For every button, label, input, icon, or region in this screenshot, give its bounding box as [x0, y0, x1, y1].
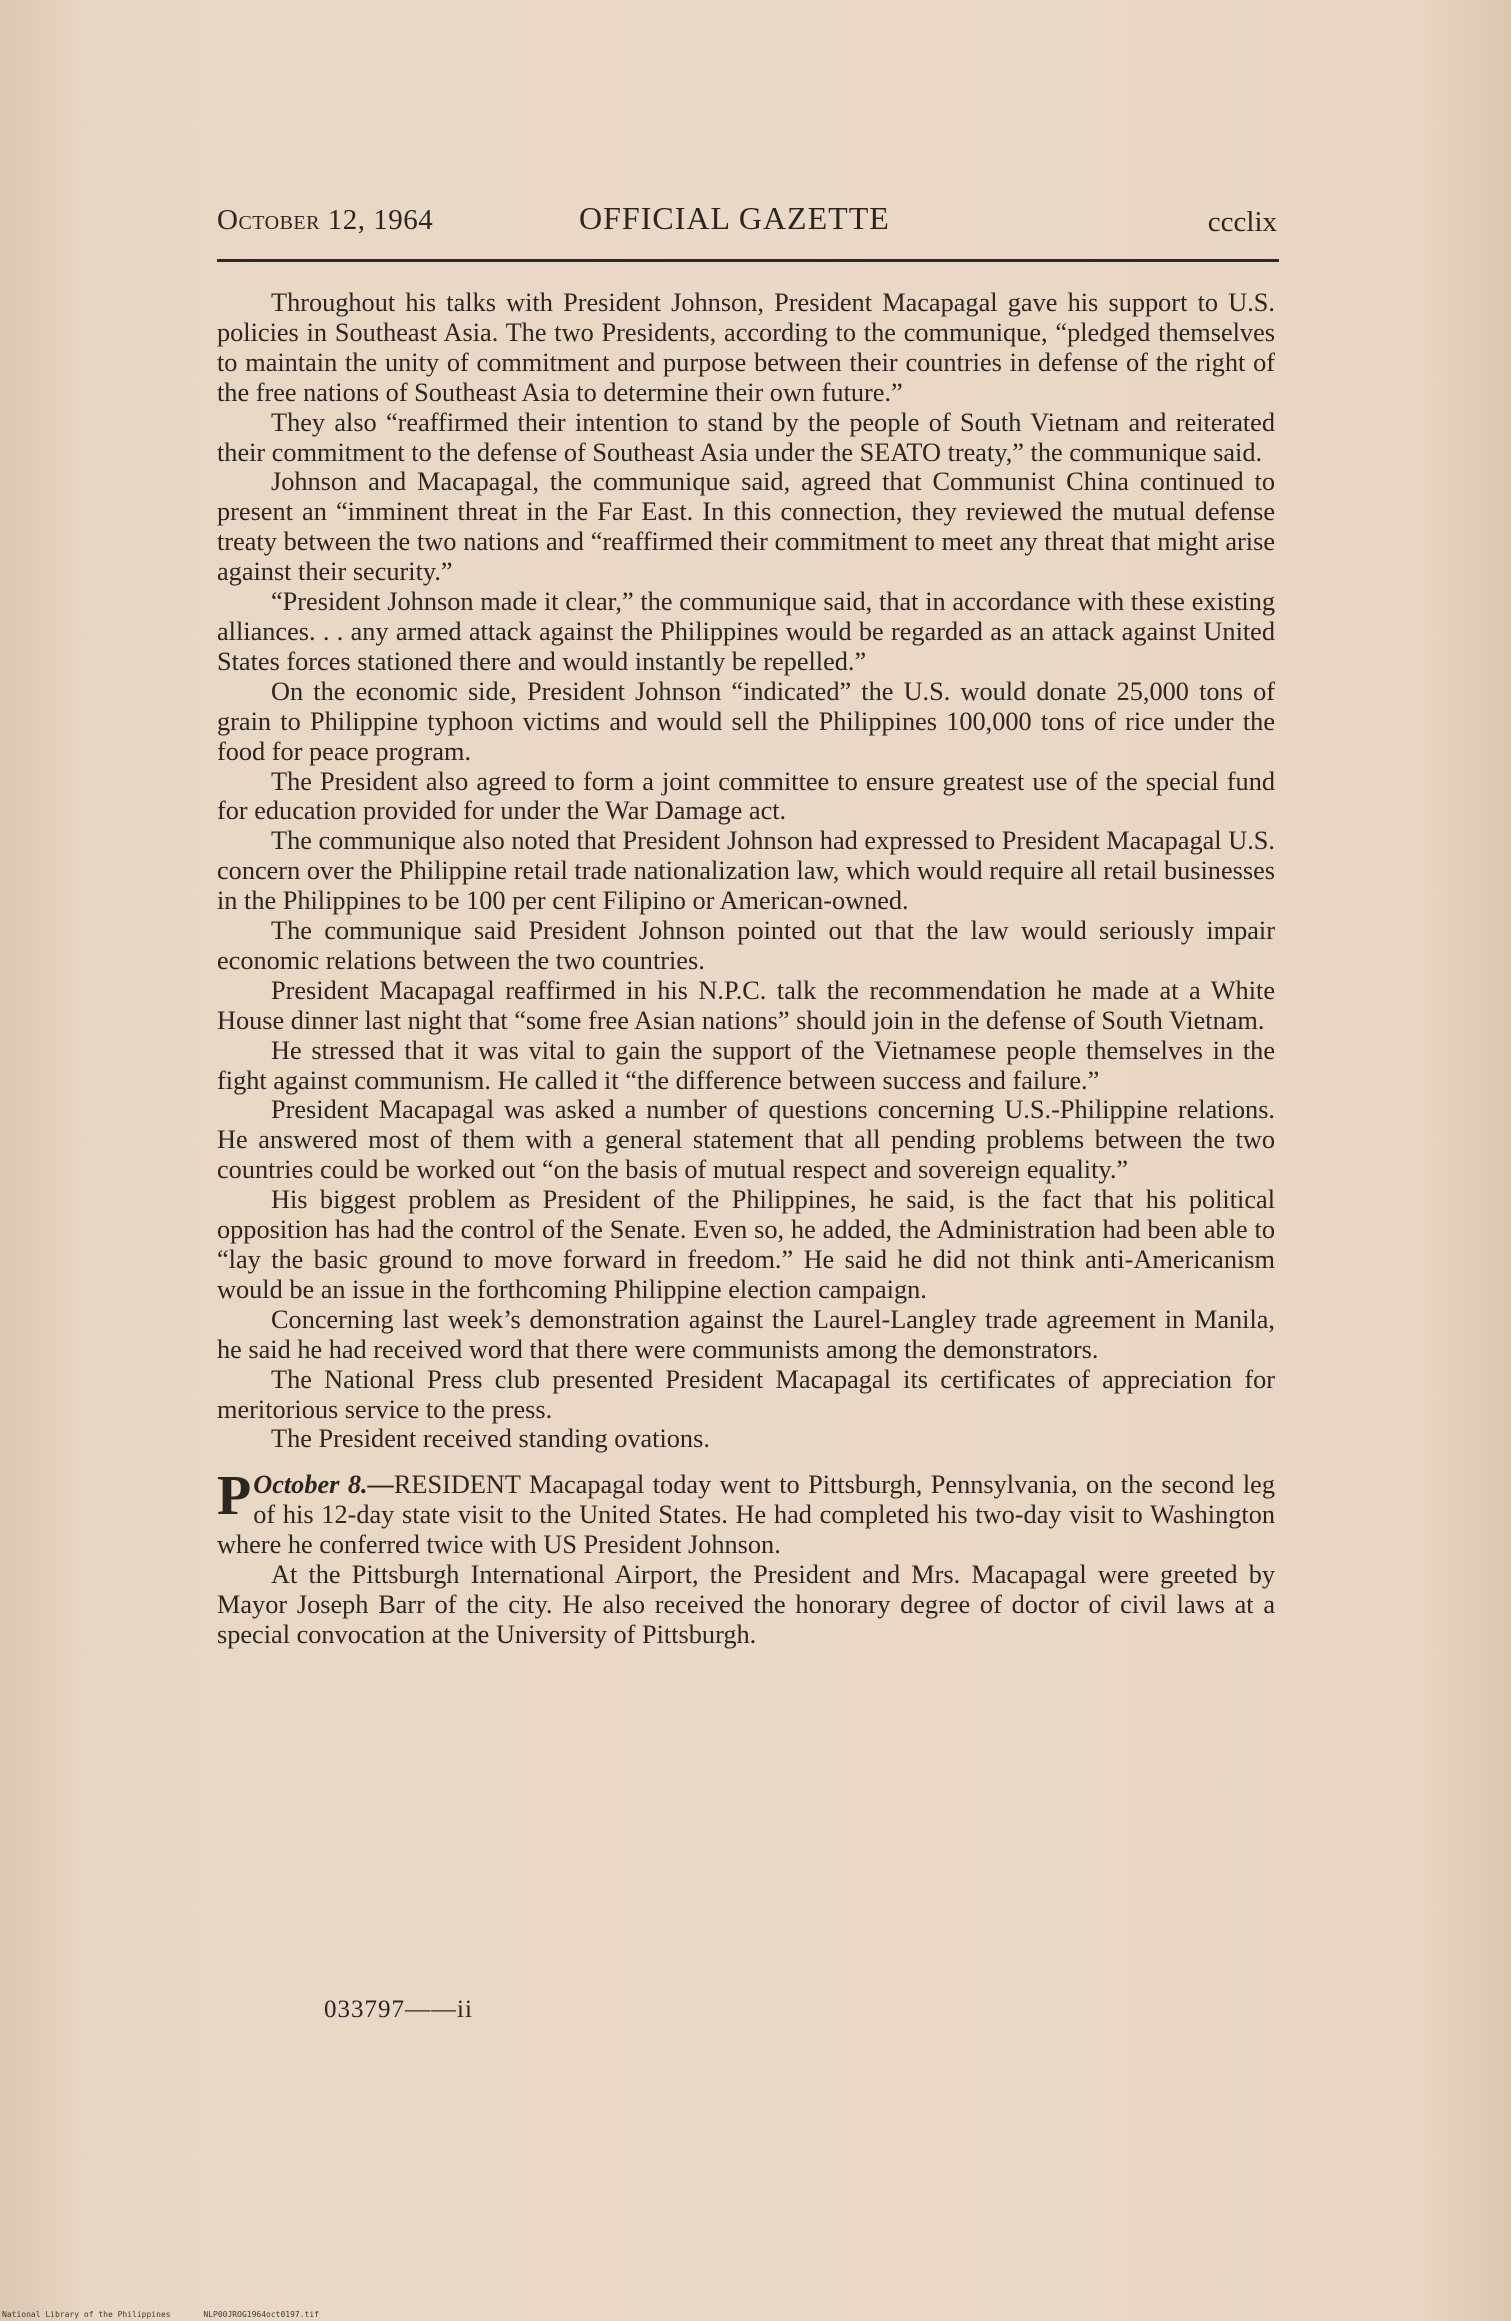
- printer-code: 033797——ii: [324, 1996, 473, 2023]
- header-rule: [217, 259, 1279, 262]
- paragraph: Throughout his talks with President Johnson, President Macapagal gave his support to U.S. policies in Southeast Asia. The two Presidents, according to the communique, “pledged themselves to maintain the unity of commitment and purpose between their countries in defense of the right of the free nations of Southeast Asia to determine their own future.”: [217, 288, 1275, 407]
- paragraph: The National Press club presented President Macapagal its certificates of appreciation for meritorious service to the press.: [217, 1364, 1275, 1424]
- paragraph: At the Pittsburgh International Airport, the President and Mrs. Macapagal were greeted by Mayor Joseph Barr of the city. He also received the honorary degree of doctor of civil laws at a special convocation at the University of Pittsburgh.: [217, 1560, 1275, 1649]
- paragraph: President Macapagal was asked a number of questions concerning U.S.-Philippine relations. He answered most of them with a general statement that all pending problems between the two countries could be worked out “on the basis of mutual respect and sovereign equality.”: [217, 1095, 1275, 1185]
- scan-label: [2, 2310, 347, 2319]
- paragraph: On the economic side, President Johnson “indicated” the U.S. would donate 25,000 tons of grain to Philippine typhoon victims and would sell the Philippines 100,000 tons of rice under the food for peace program.: [217, 676, 1275, 766]
- drop-cap: P: [217, 1465, 252, 1528]
- paragraph: Johnson and Macapagal, the communique said, agreed that Communist China continued to present an “imminent threat in the Far East. In this connection, they reviewed the mutual defense treaty between the two nations and “reaffirmed their commitment to meet any threat that might arise against their security.”: [217, 467, 1275, 587]
- paragraph: “President Johnson made it clear,” the communique said, that in accordance with these existing alliances. . . any armed attack against the Philippines would be regarded as an attack against United States forces stationed there and would instantly be repelled.”: [217, 587, 1275, 676]
- paragraph: Concerning last week’s demonstration against the Laurel-Langley trade agreement in Manila, he said he had received word that there were communists among the demonstrators.: [217, 1304, 1275, 1364]
- dated-entry-text: RESIDENT Macapagal today went to Pittsburgh, Pennsylvania, on the second leg of his 12-day state visit to the United States. He had completed his two-day visit to Washington where he conferred twice with US President Johnson.: [217, 1470, 1275, 1560]
- paragraph: His biggest problem as President of the Philippines, he said, is the fact that his political opposition has had the control of the Senate. Even so, he added, the Administration had been able to “lay the basic ground to move forward in freedom.” He said he did not think anti-Americanism would be an issue in the forthcoming Philippine election campaign.: [217, 1185, 1275, 1304]
- paragraph: President Macapagal reaffirmed in his N.P.C. talk the recommendation he made at a White House dinner last night that “some free Asian nations” should join in the defense of South Vietnam.: [217, 975, 1275, 1035]
- article-body: [217, 288, 1275, 1650]
- paragraph: The communique also noted that President Johnson had expressed to President Macapagal U.S. concern over the Philippine retail trade nationalization law, which would require all retail businesses in the Philippines to be 100 per cent Filipino or American-owned.: [217, 826, 1275, 916]
- dateline: October 8.—: [253, 1470, 394, 1500]
- dated-entry: [217, 1465, 1275, 1560]
- paragraph: The communique said President Johnson pointed out that the law would seriously impair economic relations between the two countries.: [217, 916, 1275, 975]
- paragraph: They also “reaffirmed their intention to stand by the people of South Vietnam and reiterated their commitment to the defense of Southeast Asia under the SEATO treaty,” the communique said.: [217, 407, 1275, 467]
- header-title: OFFICIAL GAZETTE: [579, 200, 890, 236]
- paragraph: The President received standing ovations.: [271, 1424, 710, 1454]
- scan-filename: NLP00JROG1964oct0197.tif: [203, 2310, 319, 2319]
- header-page-number: ccclix: [1207, 206, 1277, 238]
- header-date: October 12, 1964: [217, 204, 434, 236]
- paragraph: He stressed that it was vital to gain the support of the Vietnamese people themselves in the fight against communism. He called it “the difference between success and failure.”: [217, 1035, 1275, 1095]
- running-header: [217, 200, 1277, 250]
- paragraph: The President also agreed to form a joint committee to ensure greatest use of the special fund for education provided for under the War Damage act.: [217, 766, 1275, 826]
- scan-library: National Library of the Philippines: [2, 2310, 171, 2319]
